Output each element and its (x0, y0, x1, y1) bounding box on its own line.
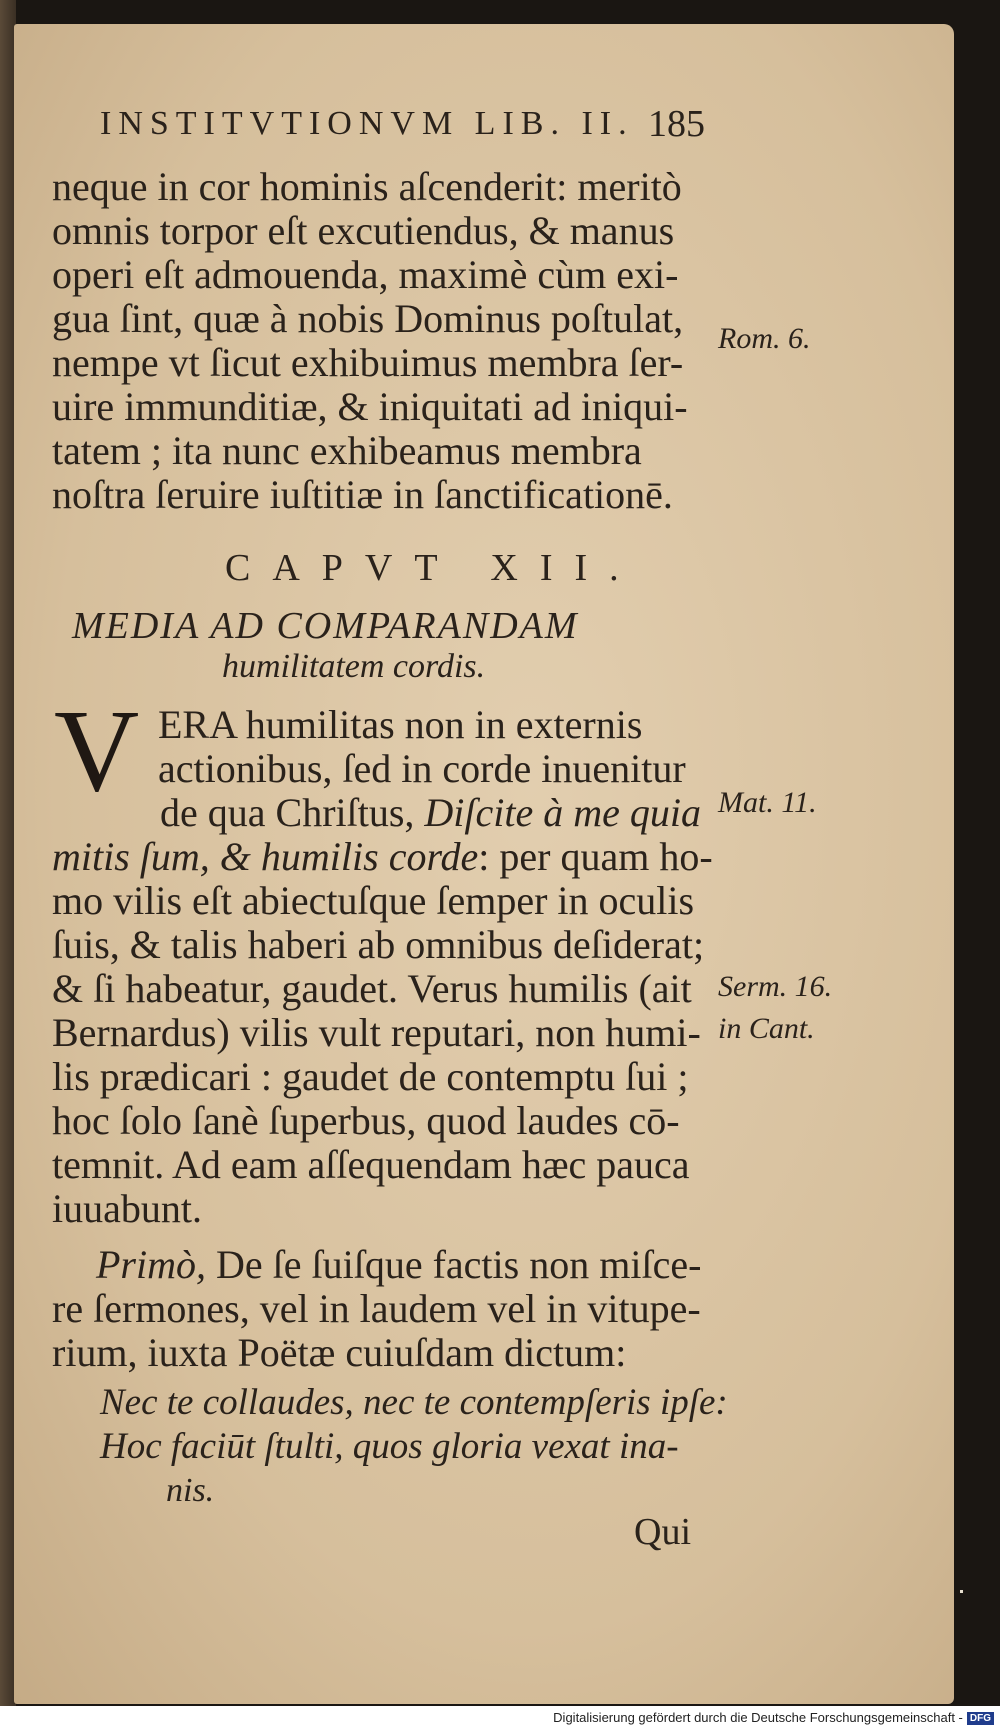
verse-line: Nec te collaudes, nec te contempſeris ipſe: (100, 1382, 728, 1423)
drop-cap: V (54, 685, 140, 816)
text-italic: Primò, (96, 1242, 206, 1287)
text-line: re ſermones, vel in laudem vel in vitupe- (52, 1286, 701, 1331)
text-line: rium, iuxta Poëtæ cuiuſdam dictum: (52, 1330, 627, 1375)
text-line: mo vilis eſt abiectuſque ſemper in oculis (52, 878, 695, 923)
chapter-heading: CAPVT XII. (225, 547, 641, 589)
text-line: gua ſint, quæ à nobis Dominus poſtulat, (52, 296, 684, 341)
text-line: hoc ſolo ſanè ſuperbus, quod laudes cō- (52, 1098, 680, 1143)
chapter-title-line1: MEDIA AD COMPARANDAM (72, 605, 579, 647)
dfg-logo: DFG (967, 1712, 994, 1725)
chapter-title-line2: humilitatem cordis. (222, 648, 486, 685)
text-line: omnis torpor eſt excutiendus, & manus (52, 208, 675, 253)
text-line (52, 834, 713, 880)
running-title: INSTITVTIONVM LIB. II. (100, 105, 634, 142)
text-line: neque in cor hominis aſcenderit: meritò (52, 164, 682, 209)
digitization-footer (0, 1706, 1000, 1729)
text-line (160, 790, 701, 836)
margin-note-mat: Mat. 11. (718, 786, 817, 819)
text-roman: de qua Chriſtus, (160, 790, 425, 835)
text-line: actionibus, ſed in corde inuenitur (158, 746, 686, 791)
text-line: & ſi habeatur, gaudet. Verus humilis (ait (52, 966, 692, 1011)
text-line: iuuabunt. (52, 1186, 202, 1231)
text-line: Bernardus) vilis vult reputari, non humi- (52, 1010, 701, 1055)
text-roman: : per quam ho- (478, 834, 713, 879)
catchword: Qui (634, 1511, 691, 1553)
text-roman: De ſe ſuiſque factis non miſce- (206, 1242, 702, 1287)
verse-line: Hoc faciūt ſtulti, quos gloria vexat ina- (100, 1426, 679, 1467)
text-line: operi eſt admouenda, maximè cùm exi- (52, 252, 679, 297)
text-line: ſuis, & talis haberi ab omnibus deſiderat; (52, 922, 705, 967)
edge-mark (960, 1590, 963, 1593)
margin-note-rom: Rom. 6. (718, 322, 811, 355)
text-italic-quote: Diſcite à me quia (424, 790, 702, 835)
text-line: uire immunditiæ, & iniquitati ad iniqui- (52, 384, 688, 429)
text-italic-quote: mitis ſum, & humilis corde (52, 834, 479, 879)
text-line: nempe vt ſicut exhibuimus membra ſer- (52, 340, 684, 385)
margin-note-serm: Serm. 16. (718, 970, 833, 1003)
text-line: noſtra ſeruire iuſtitiæ in ſanctificationē. (52, 472, 673, 517)
text-line: temnit. Ad eam aſſequendam hæc pauca (52, 1142, 690, 1187)
page-number: 185 (648, 103, 705, 145)
margin-note-cant: in Cant. (718, 1012, 815, 1045)
verse-line: nis. (166, 1472, 215, 1509)
text-line (96, 1242, 701, 1288)
text-line: ERA humilitas non in externis (158, 702, 643, 747)
footer-text: Digitalisierung gefördert durch die Deutsche Forschungsgemeinschaft - (553, 1710, 963, 1725)
text-line: tatem ; ita nunc exhibeamus membra (52, 428, 642, 473)
text-line: lis prædicari : gaudet de contemptu ſui ; (52, 1054, 689, 1099)
